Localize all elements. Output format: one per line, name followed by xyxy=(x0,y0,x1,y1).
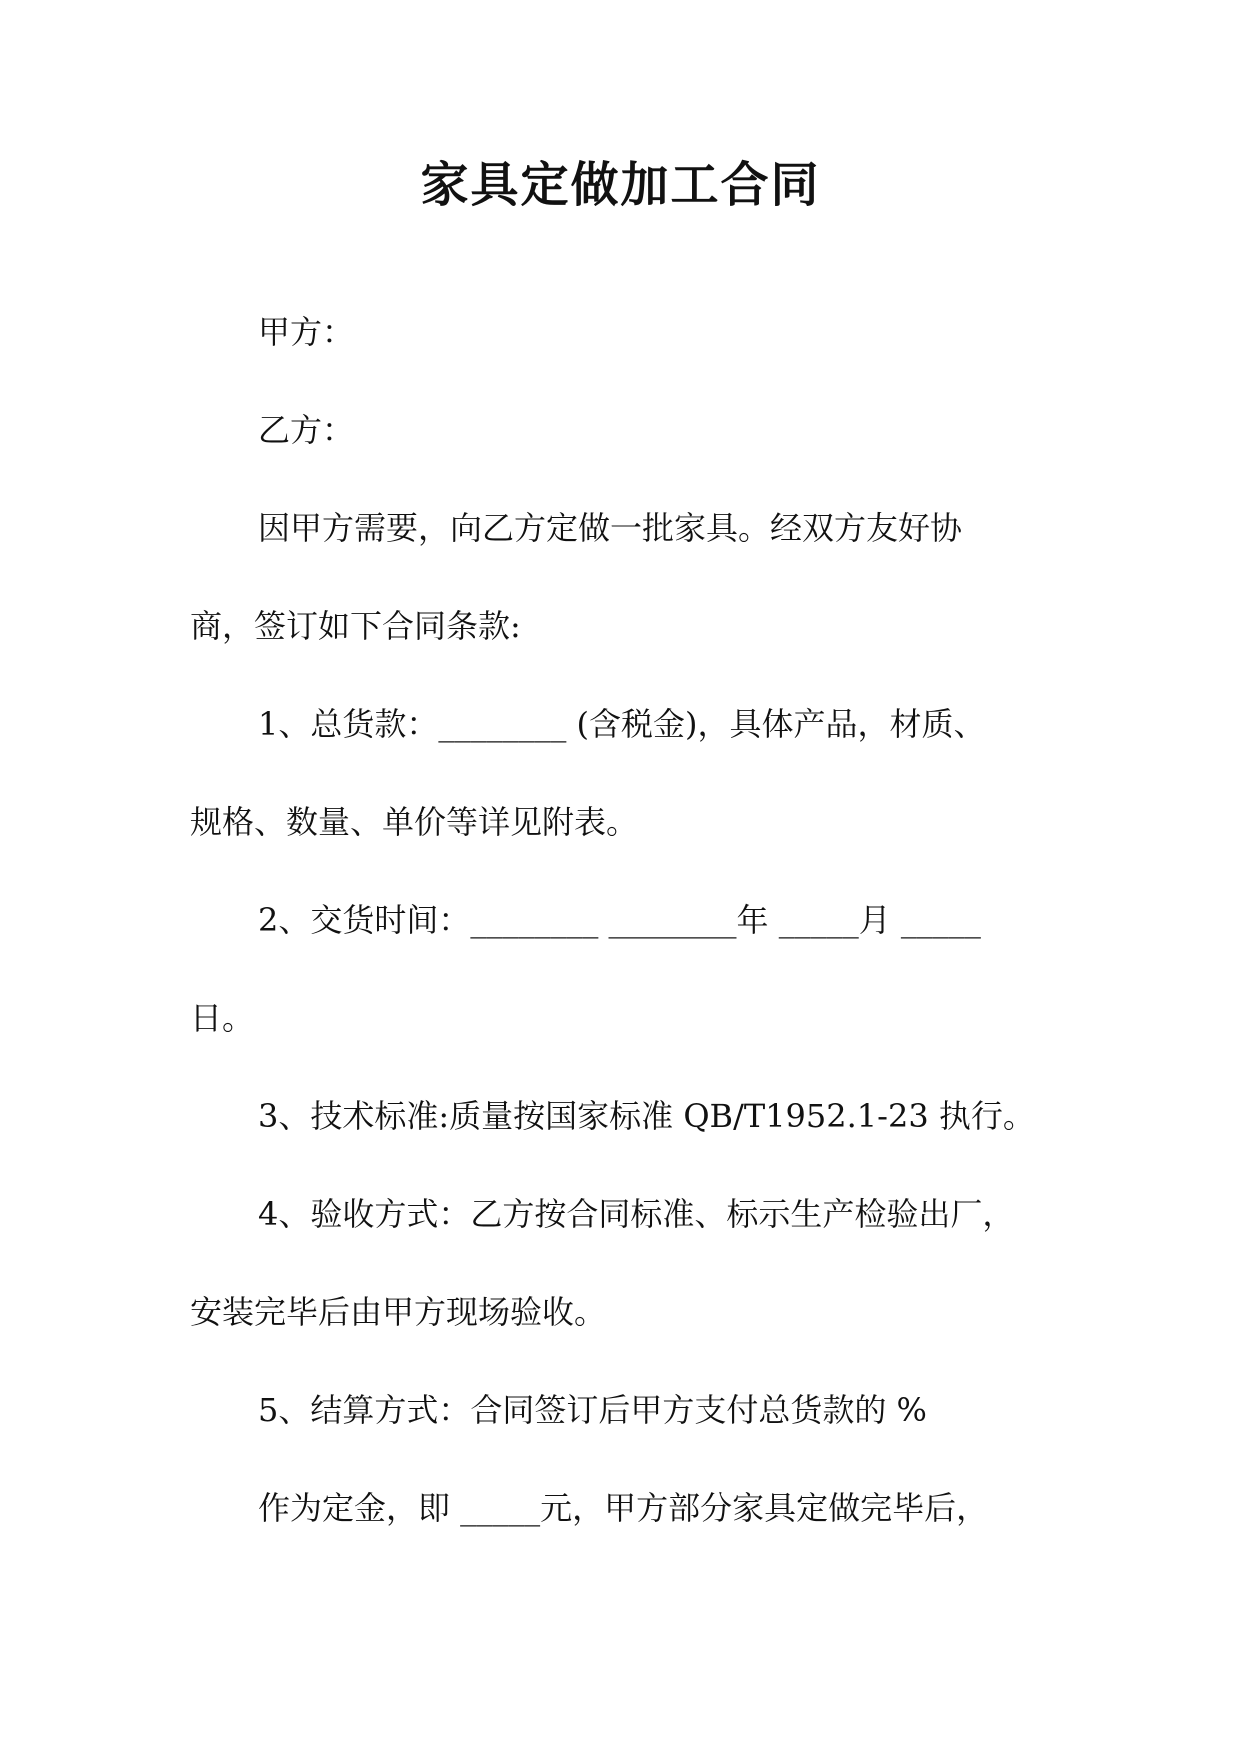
clause-4-line-1: 4、验收方式：乙方按合同标准、标示生产检验出厂， xyxy=(258,1195,1015,1233)
clause-3-line: 3、技术标准:质量按国家标准 QB/T1952.1-23 执行。 xyxy=(258,1097,1035,1135)
clause-4-line-2: 安装完毕后由甲方现场验收。 xyxy=(190,1293,607,1331)
party-b-line: 乙方： xyxy=(258,411,355,449)
document-title: 家具定做加工合同 xyxy=(420,157,821,213)
clause-2-line-2: 日。 xyxy=(190,999,255,1037)
intro-line-1: 因甲方需要，向乙方定做一批家具。经双方友好协 xyxy=(258,509,963,547)
clause-5-line-1: 5、结算方式：合同签订后甲方支付总货款的 % xyxy=(258,1391,927,1429)
party-a-line: 甲方： xyxy=(258,313,355,351)
intro-line-2: 商，签订如下合同条款: xyxy=(190,607,521,645)
clause-1-line-1: 1、总货款：________ (含税金)，具体产品，材质、 xyxy=(258,705,986,743)
clause-1-line-2: 规格、数量、单价等详见附表。 xyxy=(190,803,639,841)
clause-5-line-2: 作为定金，即 _____元，甲方部分家具定做完毕后， xyxy=(258,1489,989,1527)
clause-2-line-1: 2、交货时间：________ ________年 _____月 _____ xyxy=(258,901,981,939)
